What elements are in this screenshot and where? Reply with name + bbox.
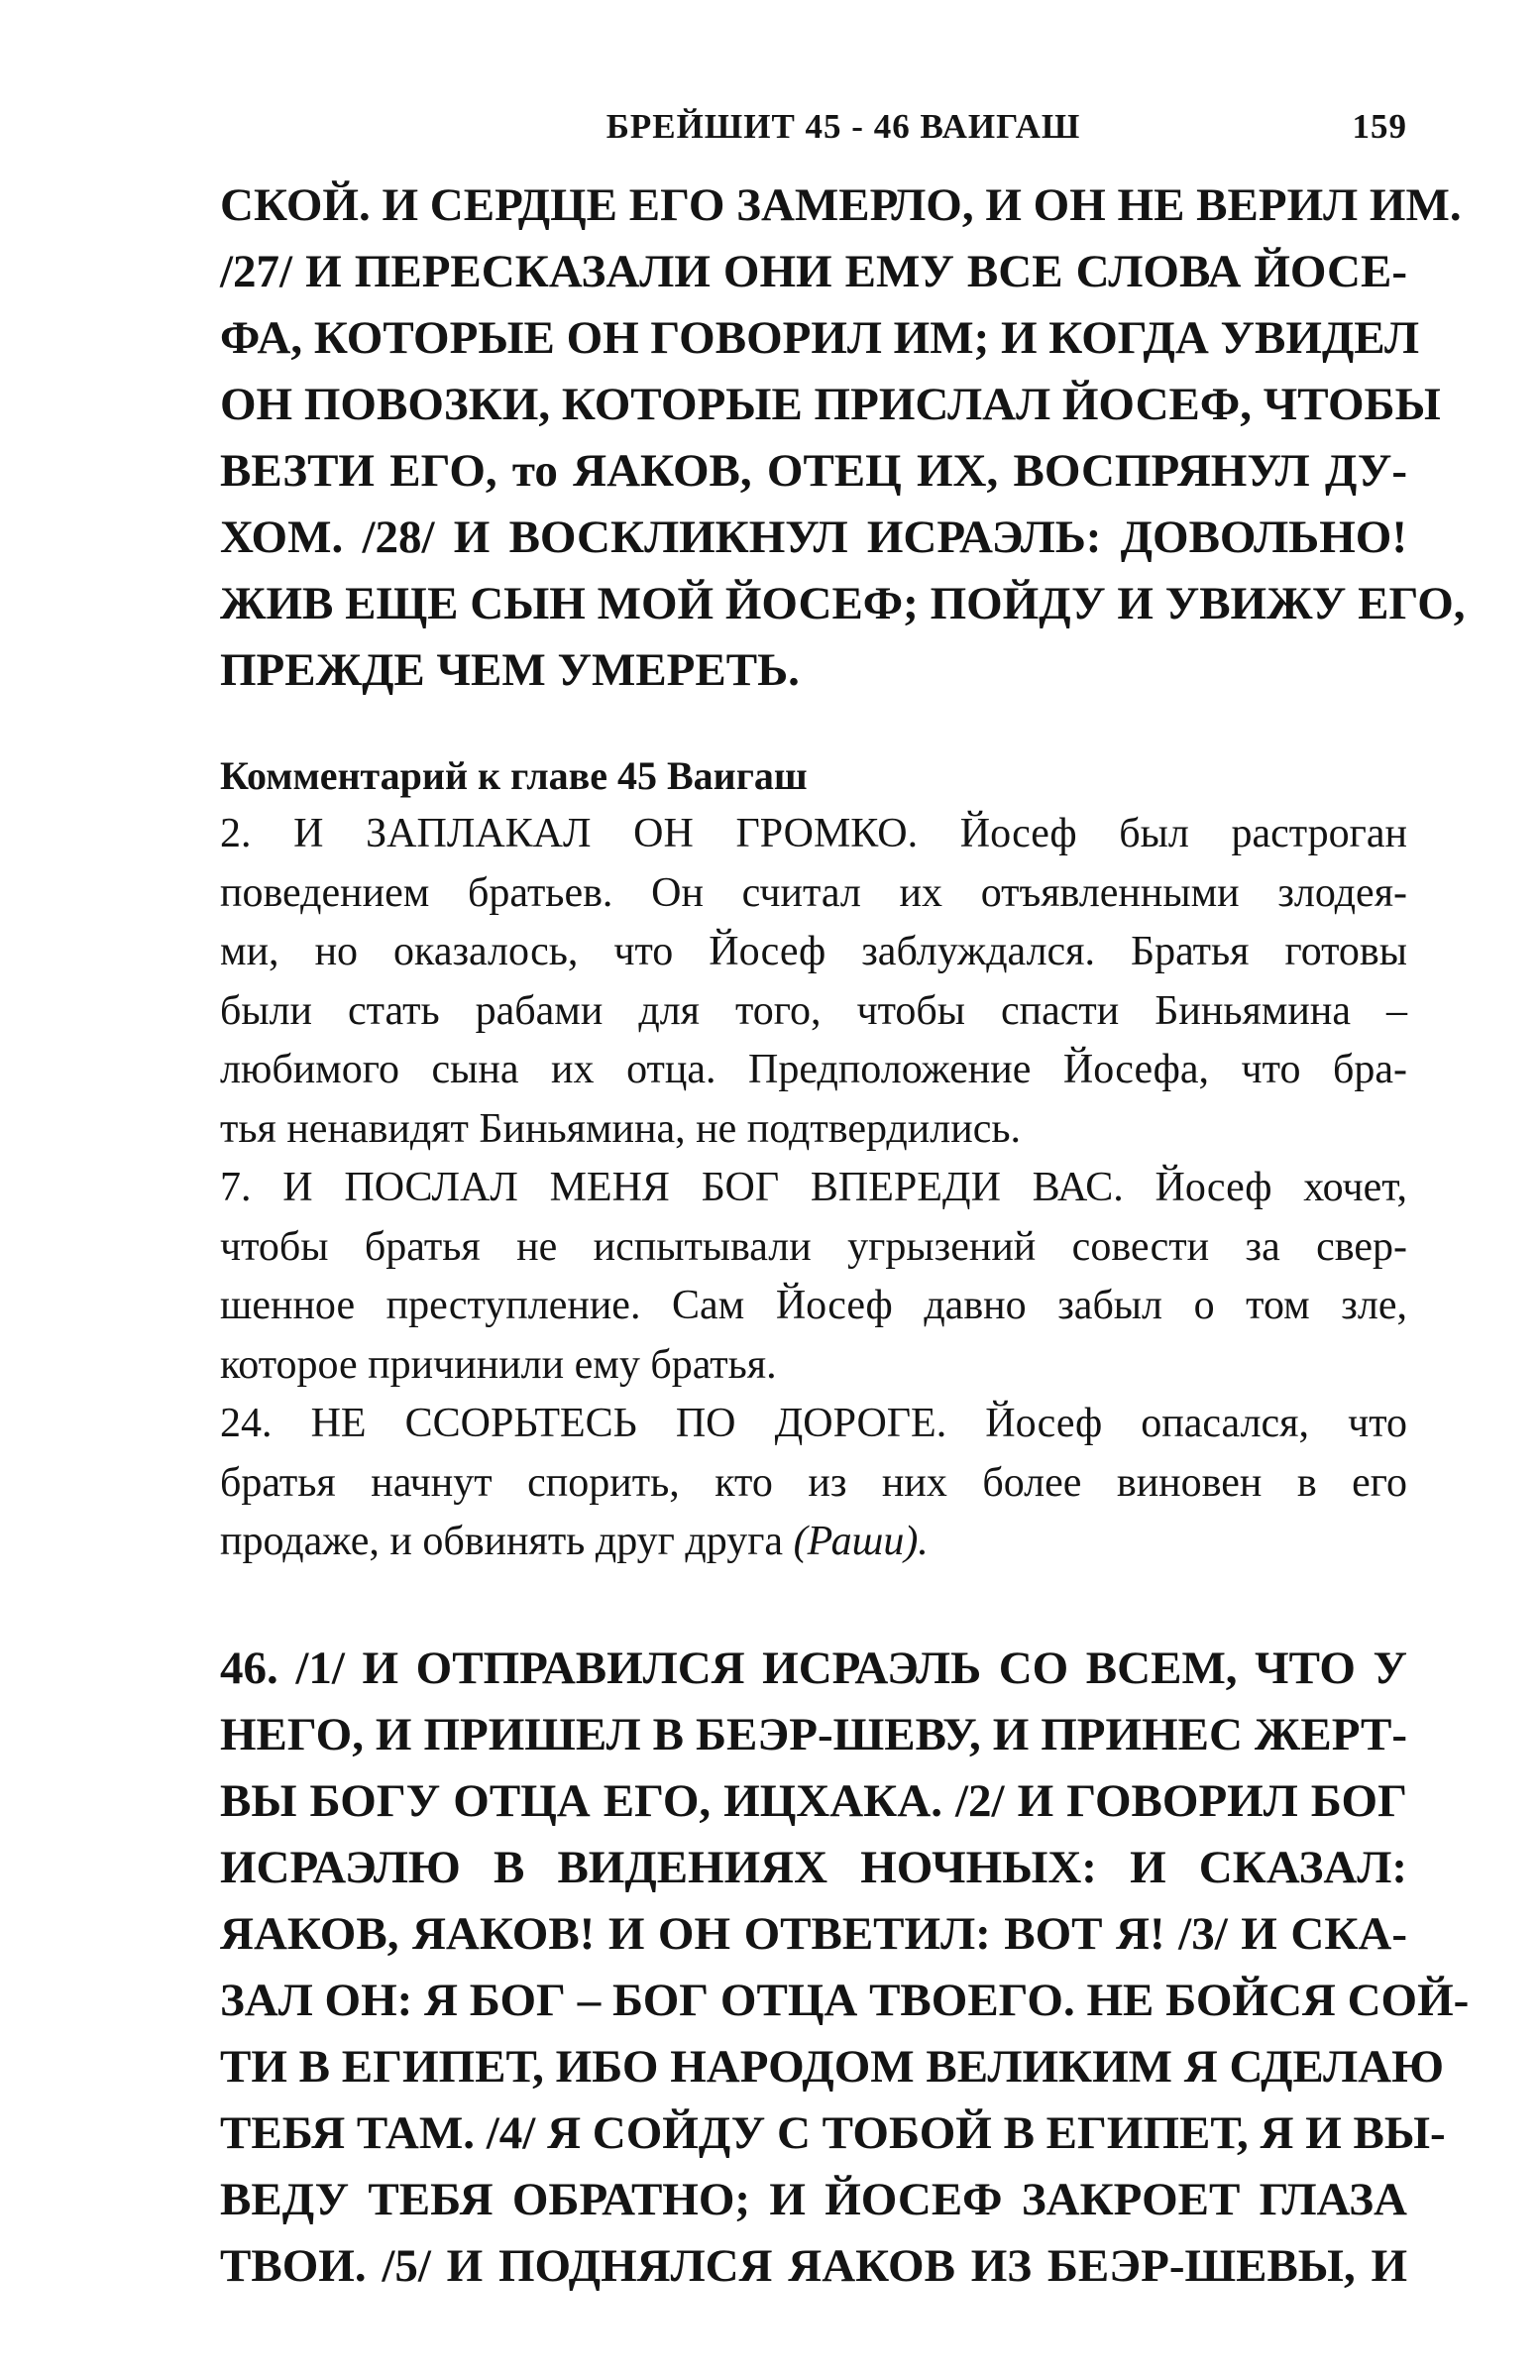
verse-line: ТВОИ. /5/ И ПОДНЯЛСЯ ЯАКОВ ИЗ БЕЭР-ШЕВЫ, И [220,2239,1407,2292]
commentary-line: ми, но оказалось, что Йосеф заблуждался. Братья готовы [220,929,1407,974]
verse-line: ОН ПОВОЗКИ, КОТОРЫЕ ПРИСЛАЛ ЙОСЕФ, ЧТОБЫ [220,379,1441,430]
commentary-line: 7. И ПОСЛАЛ МЕНЯ БОГ ВПЕРЕДИ ВАС. Йосеф хочет, [220,1165,1407,1210]
commentary-line-text: продаже, и обвинять друг друга [220,1519,794,1564]
verses-chapter-45 [220,172,1466,704]
running-title: БРЕЙШИТ 45 - 46 ВАИГАШ [605,107,1081,146]
commentary-line: шенное преступление. Сам Йосеф давно забыл о том зле, [220,1283,1407,1328]
verse-line: ПРЕЖДЕ ЧЕМ УМЕРЕТЬ. [220,644,800,696]
verse-line: ВЕЗТИ ЕГО, то ЯАКОВ, ОТЕЦ ИХ, ВОСПРЯНУЛ ДУ- [220,445,1407,497]
verse-line: ЖИВ ЕЩЕ СЫН МОЙ ЙОСЕФ; ПОЙДУ И УВИЖУ ЕГО, [220,578,1466,629]
verse-line: ИСРАЭЛЮ В ВИДЕНИЯХ НОЧНЫХ: И СКАЗАЛ: [220,1841,1407,1893]
commentary-heading: Комментарий к главе 45 Ваигаш [220,753,808,798]
verse-line: ТЕБЯ ТАМ. /4/ Я СОЙДУ С ТОБОЙ В ЕГИПЕТ, Я И ВЫ- [220,2106,1446,2159]
verse-line: ЯАКОВ, ЯАКОВ! И ОН ОТВЕТИЛ: ВОТ Я! /3/ И СКА- [220,1907,1407,1960]
commentary-line: 2. И ЗАПЛАКАЛ ОН ГРОМКО. Йосеф был растроган [220,811,1407,856]
verse-line: 46. /1/ И ОТПРАВИЛСЯ ИСРАЭЛЬ СО ВСЕМ, ЧТО У [220,1642,1407,1694]
verse-line: ВЕДУ ТЕБЯ ОБРАТНО; И ЙОСЕФ ЗАКРОЕТ ГЛАЗА [220,2173,1407,2225]
verse-line: ТИ В ЕГИПЕТ, ИБО НАРОДОМ ВЕЛИКИМ Я СДЕЛАЮ [220,2040,1445,2093]
commentary-line: любимого сына их отца. Предположение Йосефа, что бра- [220,1047,1407,1092]
commentary-line: чтобы братья не испытывали угрызений совести за свер- [220,1223,1407,1270]
commentary-line: которое причинили ему братья. [220,1341,777,1388]
verse-line: ХОМ. /28/ И ВОСКЛИКНУЛ ИСРАЭЛЬ: ДОВОЛЬНО! [220,511,1407,563]
verse-line: ЗАЛ ОН: Я БОГ – БОГ ОТЦА ТВОЕГО. НЕ БОЙСЯ СОЙ- [220,1974,1470,2026]
commentary-line: тья ненавидят Биньямина, не подтвердились. [220,1105,1021,1152]
citation: (Раши). [793,1519,929,1564]
commentary-line: 24. НЕ ССОРЬТЕСЬ ПО ДОРОГЕ. Йосеф опасался, что [220,1401,1407,1446]
commentary-line: были стать рабами для того, чтобы спасти Биньямина – [220,987,1407,1034]
verse-line: НЕГО, И ПРИШЕЛ В БЕЭР-ШЕВУ, И ПРИНЕС ЖЕРТ- [220,1708,1407,1760]
commentary-line-final [220,1513,1407,1572]
verse-line: СКОЙ. И СЕРДЦЕ ЕГО ЗАМЕРЛО, И ОН НЕ ВЕРИЛ ИМ. [220,179,1462,231]
verse-line: ВЫ БОГУ ОТЦА ЕГО, ИЦХАКА. /2/ И ГОВОРИЛ БОГ [220,1774,1407,1827]
commentary-body [220,805,1407,1572]
page-number: 159 [1352,107,1407,146]
running-header [220,99,1407,172]
commentary-line: поведением братьев. Он считал их отъявленными злодея- [220,869,1407,916]
commentary-line: братья начнут спорить, кто из них более виновен в его [220,1459,1407,1506]
verse-line: ФА, КОТОРЫЕ ОН ГОВОРИЛ ИМ; И КОГДА УВИДЕЛ [220,312,1420,364]
verse-line: /27/ И ПЕРЕСКАЗАЛИ ОНИ ЕМУ ВСЕ СЛОВА ЙОСЕ- [220,246,1407,297]
verses-chapter-46 [220,1636,1470,2300]
book-page [220,99,1470,2300]
